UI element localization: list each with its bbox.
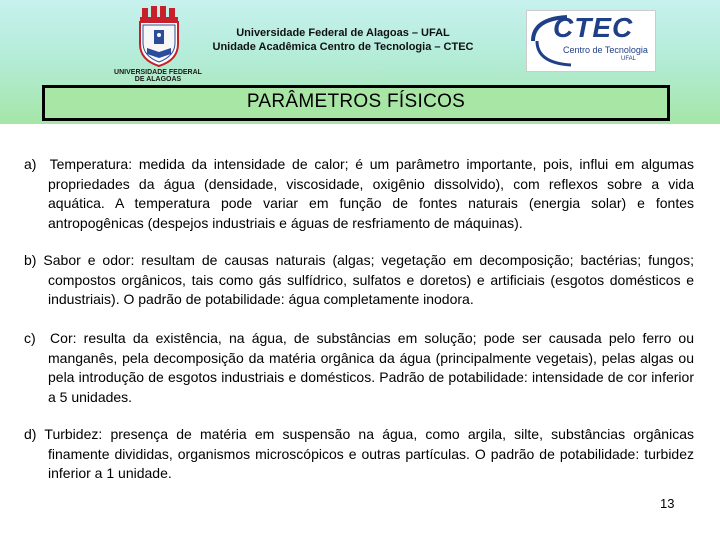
section-text: : medida da intensidade de calor; é um parâmetro importante, pois, influi em algumas propriedades da água (densidade, viscosidade, oxigênio dissolvido), com reflexos sobre a vida aquática. A temperatura pode variar em função de fontes naturais (energia solar) e fontes antropogênicas (despejos industriais e águas de resfriamento de máquinas). xyxy=(48,156,695,231)
institution-name: Universidade Federal de Alagoas – UFAL xyxy=(236,27,450,39)
section-turbidez xyxy=(24,425,694,484)
ufal-logo-caption xyxy=(108,69,208,83)
section-text: : resulta da existência, na água, de substâncias em solução; pode ser causada pelo ferro ou manganês, pela decomposição da matéria orgânica da água (principalmente vegetais), pelas algas ou pela introdução de esgotos industriais e domésticos. Padrão de potabilidade: intensidade de cor inferior a 5 unidades. xyxy=(48,330,695,405)
ctec-logo xyxy=(526,10,656,72)
page-number: 13 xyxy=(660,496,675,511)
section-temperatura xyxy=(24,155,694,233)
section-text: : resultam de causas naturais (algas; vegetação em decomposição; bactérias; fungos; compostos orgânicos, tais como gás sulfídrico, sulfatos e doretos) e artificiais (esgotos domésticos e industriais). O padrão de potabilidade: água completamente inodora. xyxy=(48,252,695,307)
section-marker: b) xyxy=(24,252,37,268)
section-text: : presença de matéria em suspensão na água, como argila, silte, substâncias orgânicas finamente divididas, organismos microscópicos e outras partículas. O padrão de potabilidade: turbidez inferior a 1 unidade. xyxy=(48,426,694,481)
header-text xyxy=(188,26,498,54)
section-marker: a) xyxy=(24,156,37,172)
ctec-logo-text: CTEC xyxy=(553,12,634,43)
ctec-logo-small: UFAL xyxy=(621,56,637,62)
unit-name: Unidade Acadêmica Centro de Tecnologia – CTEC xyxy=(212,41,474,53)
section-term: Cor xyxy=(50,330,73,346)
ufal-caption-line-1: UNIVERSIDADE FEDERAL xyxy=(114,69,202,76)
section-marker: c) xyxy=(24,330,36,346)
section-marker: d) xyxy=(24,426,37,442)
section-sabor-odor xyxy=(24,251,694,310)
page-title: PARÂMETROS FÍSICOS xyxy=(246,91,466,112)
section-term: Temperatura xyxy=(49,156,129,172)
title-box xyxy=(42,85,670,121)
section-cor xyxy=(24,329,694,407)
section-term: Turbidez xyxy=(44,426,99,442)
ufal-caption-line-2: DE ALAGOAS xyxy=(134,76,182,83)
ctec-logo-subtext: Centro de Tecnologia xyxy=(563,45,648,55)
section-term: Sabor e odor xyxy=(43,252,131,268)
